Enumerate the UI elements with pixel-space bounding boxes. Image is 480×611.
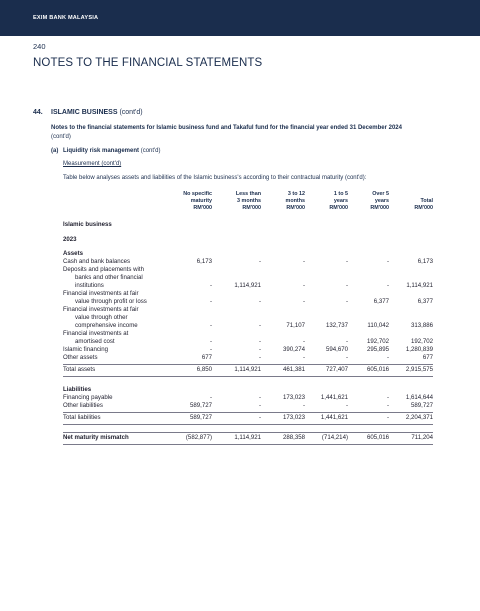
column-header-line: years [333,198,348,205]
table-cell: 6,850 [196,366,212,373]
table-cell: 6,377 [373,298,389,305]
table-cell: - [258,414,261,421]
notes-suffix: (cont'd) [51,133,71,140]
column-header-line: Over 5 [372,191,389,197]
table-description: Table below analyses assets and liabilities of the Islamic business's according to their contractual maturity (cont'd): [63,175,367,181]
notes-title: Notes to the financial statements for Islamic business fund and Takaful fund for the financial year ended 31 December 2024 [51,125,402,131]
table-cell: - [258,346,261,353]
column-header-line: 3 months [237,198,261,205]
row-label: Financial investments at fair [63,306,139,313]
column-header-line: 1 to 5 [333,191,348,197]
page-number: 240 [33,42,46,51]
table-cell: - [302,282,305,289]
table-cell: 711,204 [411,434,433,441]
table-cell: 589,727 [189,414,212,421]
table-cell: - [209,322,212,329]
table-cell: - [386,354,389,361]
section-title [51,109,143,116]
column-header-line: years [374,198,389,205]
table-cell: 1,280,839 [405,346,433,353]
table-cell: - [258,298,261,305]
table-cell: 1,114,921 [406,282,433,289]
column-header-line: RM'000 [193,205,212,212]
table-cell: 192,702 [410,338,433,345]
table-rule [63,364,433,365]
column-header-line: Less than [235,191,261,197]
table-cell: 2,915,575 [405,366,433,373]
measurement-heading: Measurement (cont'd) [63,161,122,167]
column-header-line: RM'000 [414,205,433,212]
column-header-line: 3 to 12 [287,191,305,197]
row-label: Financial investments at fair [63,290,139,297]
table-cell: 6,377 [417,298,433,305]
entity-label: Islamic business [63,221,112,228]
table-cell: 1,114,921 [234,282,261,289]
table-cell: 288,358 [282,434,305,441]
row-label: Financial investments at [63,330,129,337]
table-cell: 6,173 [196,258,212,265]
table-cell: - [345,282,348,289]
section-title-text: ISLAMIC BUSINESS [51,109,118,116]
table-cell: - [345,298,348,305]
table-cell: - [258,258,261,265]
table-cell: 1,114,921 [234,434,261,441]
table-cell: 132,737 [325,322,348,329]
table-cell: 605,016 [366,366,389,373]
table-cell: 589,727 [189,402,212,409]
table-rule [63,432,433,433]
table-cell: 589,727 [410,402,433,409]
table-cell: - [302,354,305,361]
subsection-title-text: Liquidity risk management [63,148,140,154]
row-label: Financing payable [63,394,113,401]
section-title-suffix: (cont'd) [117,109,143,116]
column-header-line: months [285,198,305,205]
table-cell: 173,023 [282,394,305,401]
table-rule [63,444,433,445]
table-cell: - [302,338,305,345]
table-cell: 677 [201,354,212,361]
table-cell: - [386,414,389,421]
assets-heading: Assets [63,250,83,257]
table-cell: (582,877) [185,434,212,441]
column-header-line: maturity [190,198,212,205]
subsection-letter: (a) [51,148,59,154]
table-rule [63,376,433,377]
column-header-line: RM'000 [286,205,305,212]
table-cell: - [345,338,348,345]
column-header-line: RM'000 [370,205,389,212]
table-cell: - [258,402,261,409]
table-cell: 390,274 [282,346,305,353]
table-cell: 6,173 [417,258,433,265]
table-cell: - [258,338,261,345]
brand-name: EXIM BANK MALAYSIA [33,15,99,21]
column-header-line: RM'000 [242,205,261,212]
column-header-line: No specific [183,191,212,197]
table-cell: - [386,394,389,401]
table-cell: 727,407 [325,366,348,373]
table-cell: 295,895 [366,346,389,353]
table-rule [63,424,433,425]
table-cell: 192,702 [366,338,389,345]
row-label: Other assets [63,354,98,361]
subsection-title [63,148,161,154]
row-label: institutions [75,282,104,289]
column-header-line [373,191,433,198]
net-mismatch-label: Net maturity mismatch [63,434,129,441]
table-cell: - [345,402,348,409]
liabilities-heading: Liabilities [63,386,92,393]
page-title: NOTES TO THE FINANCIAL STATEMENTS [33,57,263,69]
table-cell: 605,016 [366,434,389,441]
total-assets-label: Total assets [63,366,96,373]
table-cell: - [386,258,389,265]
table-cell: 110,042 [367,322,389,329]
notes-heading [51,124,451,141]
row-label: Deposits and placements with [63,266,144,273]
table-cell: (714,214) [321,434,348,441]
table-cell: - [302,258,305,265]
table-cell: - [209,346,212,353]
row-label: banks and other financial [75,274,143,281]
column-header-line: RM'000 [329,205,348,212]
table-cell: - [302,402,305,409]
table-cell: 1,441,621 [320,394,348,401]
table-cell: 313,886 [410,322,433,329]
table-cell: - [258,394,261,401]
table-cell: - [209,394,212,401]
table-cell: - [209,282,212,289]
table-cell: - [209,338,212,345]
row-label: value through other [75,314,128,321]
table-cell: 2,204,371 [405,414,433,421]
table-cell: - [386,402,389,409]
table-cell: 1,441,621 [320,414,348,421]
table-rule [63,412,433,413]
year-label: 2023 [63,236,77,243]
table-cell: - [302,298,305,305]
table-cell: 71,107 [286,322,305,329]
table-cell: 677 [422,354,433,361]
table-cell: - [345,354,348,361]
table-cell: - [209,298,212,305]
table-cell: - [258,322,261,329]
subsection-title-suffix: (cont'd) [139,148,161,154]
total-liabilities-label: Total liabilities [63,414,101,421]
row-label: Islamic financing [63,346,109,353]
table-cell: 1,114,921 [234,366,261,373]
table-cell: - [258,354,261,361]
row-label: value through profit or loss [75,298,147,305]
table-cell: 173,023 [282,414,305,421]
table-cell: 1,614,644 [405,394,433,401]
table-cell: - [386,282,389,289]
column-header [373,191,433,213]
table-cell: 461,381 [282,366,305,373]
table-cell: - [345,258,348,265]
column-header-line: Total [420,198,433,205]
section-number: 44. [33,109,43,116]
row-label: comprehensive income [75,322,138,329]
table-cell: 594,670 [325,346,348,353]
row-label: amortised cost [75,338,115,345]
row-label: Cash and bank balances [63,258,131,265]
row-label: Other liabilities [63,402,103,409]
